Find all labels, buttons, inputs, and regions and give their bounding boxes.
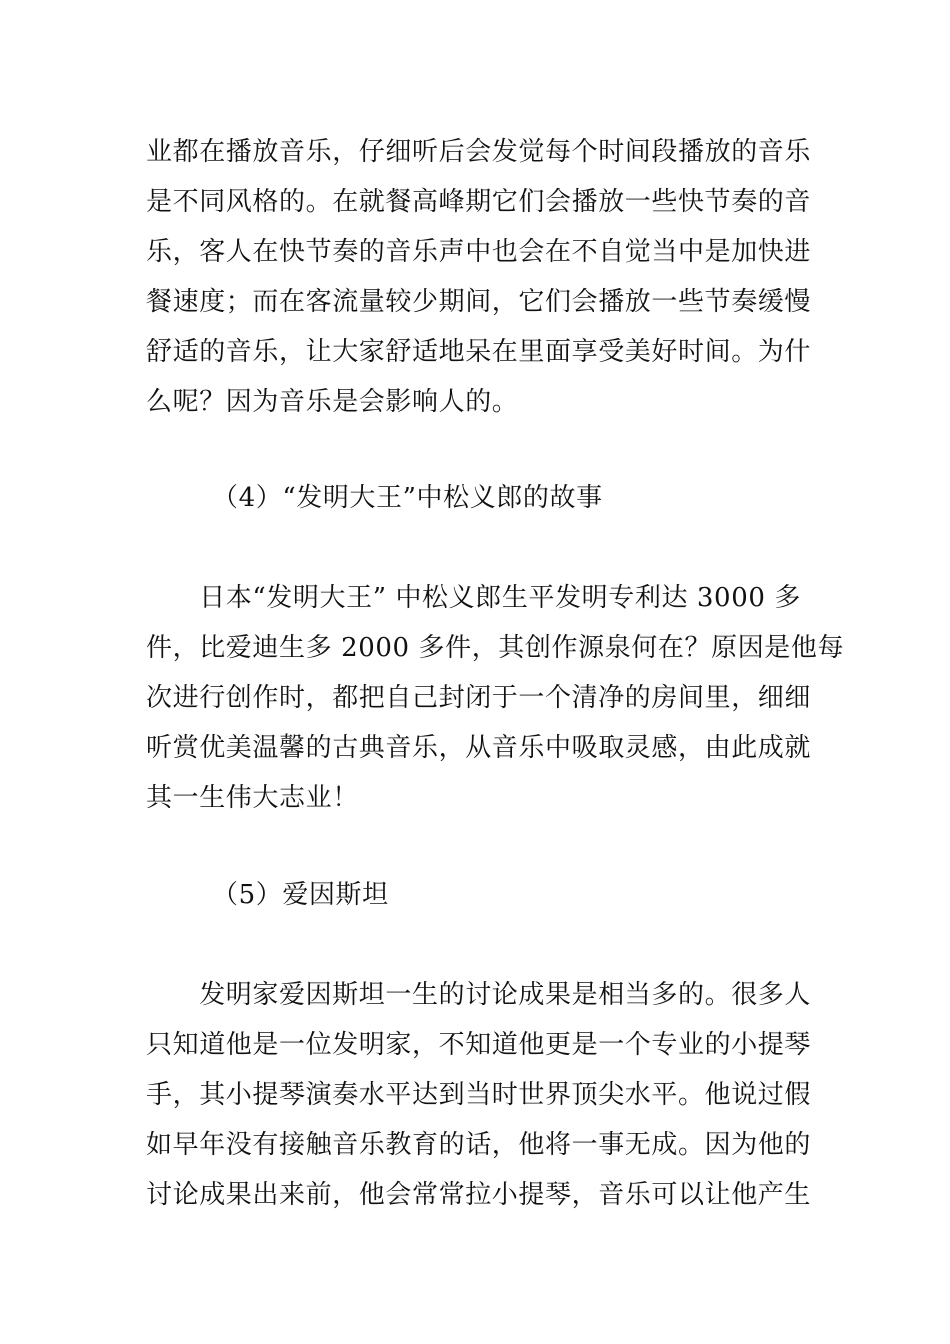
paragraph-1-line-1: 业都在播放音乐，仔细听后会发觉每个时间段播放的音乐 [146,137,812,167]
paragraph-2-line-4: 听赏优美温馨的古典音乐，从音乐中吸取灵感，由此成就 [146,733,812,763]
paragraph-3-line-2: 只知道他是一位发明家，不知道他更是一个专业的小提琴 [146,1030,812,1060]
paragraph-3-line-5: 讨论成果出来前，他会常常拉小提琴，音乐可以让他产生 [146,1180,812,1210]
paragraph-1-line-3: 乐，客人在快节奏的音乐声中也会在不自觉当中是加快进 [146,237,812,267]
paragraph-2-line-5: 其一生伟大志业！ [146,783,359,813]
paragraph-2-line-2: 件，比爱迪生多 2000 多件，其创作源泉何在？原因是他每 [146,633,845,663]
section-heading-5: （5）爱因斯坦 [212,880,389,910]
paragraph-1-line-2: 是不同风格的。在就餐高峰期它们会播放一些快节奏的音 [146,187,812,217]
paragraph-1-line-5: 舒适的音乐，让大家舒适地呆在里面享受美好时间。为什 [146,337,812,367]
paragraph-1-line-6: 么呢？因为音乐是会影响人的。 [146,387,519,417]
paragraph-3-line-3: 手，其小提琴演奏水平达到当时世界顶尖水平。他说过假 [146,1080,812,1110]
paragraph-1-line-4: 餐速度；而在客流量较少期间，它们会播放一些节奏缓慢 [146,287,812,317]
paragraph-3-line-1: 发明家爱因斯坦一生的讨论成果是相当多的。很多人 [146,980,812,1010]
paragraph-2-line-3: 次进行创作时，都把自己封闭于一个清净的房间里，细细 [146,683,812,713]
paragraph-2-line-1: 日本“发明大王” 中松义郎生平发明专利达 3000 多 [146,583,801,613]
section-heading-4: （4）“发明大王”中松义郎的故事 [212,483,603,513]
paragraph-3-line-4: 如早年没有接触音乐教育的话，他将一事无成。因为他的 [146,1130,812,1160]
